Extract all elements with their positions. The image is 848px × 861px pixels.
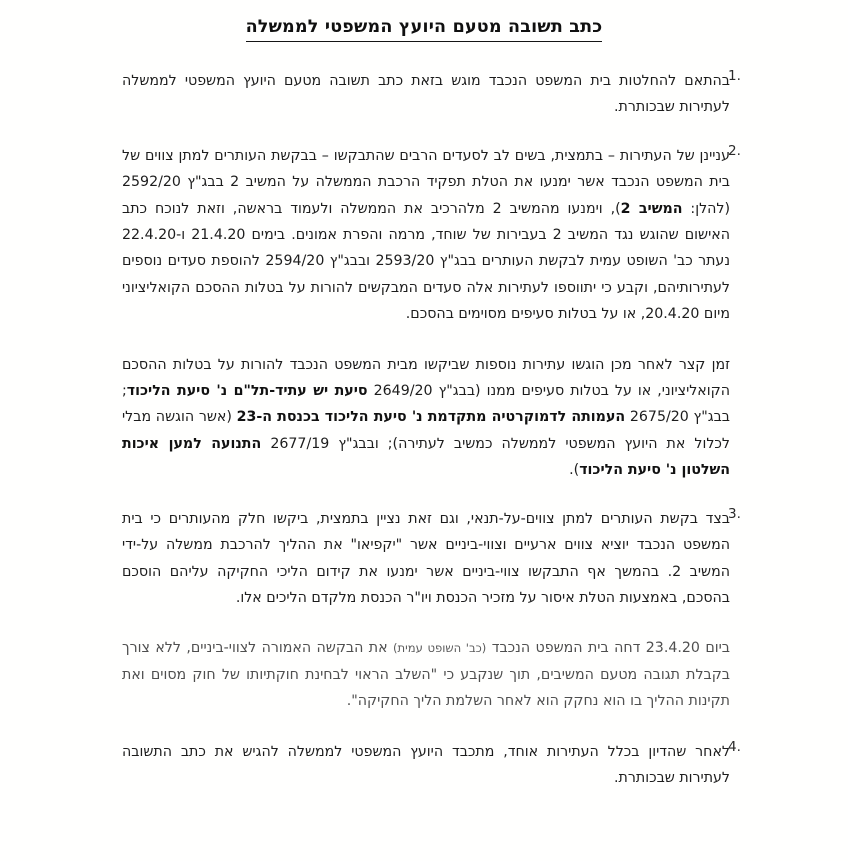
clause-text (122, 143, 730, 328)
clause-text (122, 635, 730, 714)
clause-number: 2. (728, 142, 741, 159)
clause-text (122, 506, 730, 612)
numbered-clause (0, 506, 848, 612)
emphasis-case-name: העמותה לדמוקרטיה מתקדמת נ' סיעת הליכוד בכנסת ה-23 (236, 409, 626, 426)
clause-text (122, 68, 730, 121)
text-run: בהתאם להחלטות בית המשפט הנכבד מוגש בזאת כתב תשובה מטעם היועץ המשפטי לממשלה לעתירות שבכותרת. (122, 73, 730, 116)
clause-number: 4. (728, 738, 741, 755)
emphasis-case-name: המשיב 2 (620, 200, 683, 217)
clause-text (122, 739, 730, 792)
numbered-clause (0, 68, 848, 121)
text-run: לאחר שהדיון בכלל העתירות אוחד, מתכבד היועץ המשפטי לממשלה להגיש את כתב התשובה לעתירות שבכותרת. (122, 743, 730, 786)
text-run: את הבקשה האמורה לצווי-ביניים, ללא צורך בקבלת תגובה מטעם המשיבים, תוך שנקבע כי "השלב הראוי לבחינת חוקתיותו של חוק מסוים ואת תקינות ההליך בו הוא נחקק הוא לאחר השלמת הליך החקיקה". (122, 640, 730, 710)
page-title-text: כתב תשובה מטעם היועץ המשפטי לממשלה (246, 16, 603, 42)
clause-number: 1. (728, 68, 741, 84)
text-run: ), וימנעו מהמשיב 2 מלהרכיב את הממשלה ולעמוד בראשה, וזאת לנוכח כתב האישום שהוגש נגד המשיב 2 בעבירות של שוחד, מרמה והפרת אמונים. בימים 21.4.20 ו-22.4.20 נעתר כב' השופט עמית לבקשת העותרים בבג"ץ 2593/20 ובבג"ץ 2594/20 להוספת סעדים נוספים לעתירותיהם, וקבע כי יתווספו לעתירות אלה סעדים המבקשים להורות על בטלות ההסכם הקואליציוני מיום 20.4.20, או על בטלות סעיפים מסוימים בהסכם. (122, 200, 731, 323)
clause-number: 3. (728, 505, 741, 522)
emphasis-case-name: סיעת יש עתיד-תל"ם נ' סיעת הליכוד (126, 383, 368, 400)
emphasis-case-name: התנועה למען איכות השלטון נ' סיעת הליכוד (122, 435, 730, 479)
document-body (0, 68, 848, 861)
page-title (0, 16, 848, 42)
text-run: ). (569, 462, 580, 479)
text-run: (אשר הוגשה מבלי לכלול את היועץ המשפטי לממשלה כמשיב לעתירה); ובבג"ץ 2677/19 (122, 409, 730, 452)
text-run: ביום 23.4.20 דחה בית המשפט הנכבד (486, 640, 730, 657)
clause-continuation (0, 635, 848, 714)
text-run: זמן קצר לאחר מכן הוגשו עתירות נוספות שביקשו מבית המשפט הנכבד להורות על בטלות ההסכם הקואליציוני, או על בטלות סעיפים ממנו (בבג"ץ 2649/20 (122, 356, 730, 400)
text-run: עניינן של העתירות – בתמצית, בשים לב לסעדים הרבים שהתבקשו – בבקשת העותרים למתן צווים של בית המשפט הנכבד אשר ימנעו את הטלת תפקיד הרכבת הממשלה על המשיב 2 בבג"ץ 2592/20 (להלן: (122, 147, 731, 217)
clause-text (122, 352, 730, 484)
numbered-clause (0, 739, 848, 792)
parenthetical-note: (כב' השופט עמית) (393, 641, 487, 656)
text-run: בצד בקשת העותרים למתן צווים-על-תנאי, וגם זאת נציין בתמצית, ביקשו חלק מהעותרים כי בית המשפט הנכבד יוציא צווים ארעיים וצווי-ביניים אשר "יקפיאו" את ההליך להרכבת ממשלה על-ידי המשיב 2. בהמשך אף התבקשו צווי-ביניים אשר ימנעו את קידום הליכי החקיקה עליהם הוסכם בהסכם, באמצעות הטלת איסור על מזכיר הכנסת ויו"ר הכנסת מלקדם הליכים אלו. (122, 510, 731, 606)
clause-continuation (0, 352, 848, 484)
numbered-clause (0, 143, 848, 328)
text-run: ; בבג"ץ 2675/20 (122, 383, 730, 426)
